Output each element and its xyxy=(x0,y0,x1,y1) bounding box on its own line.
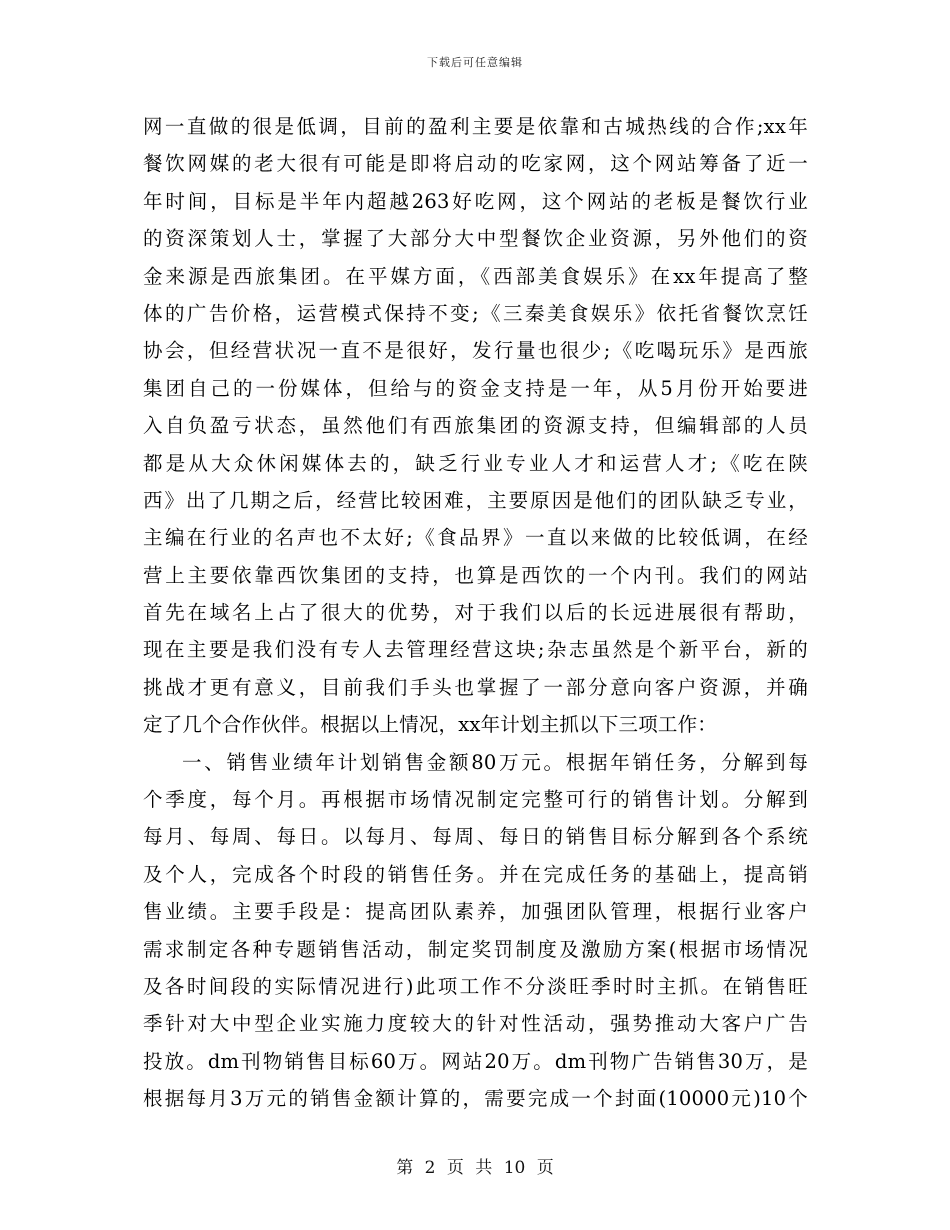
text-line: 现在主要是我们没有专人去管理经营这块;杂志虽然是个新平台，新的 xyxy=(143,638,808,662)
body-text xyxy=(143,108,808,1118)
text-line: 每月、每周、每日。以每月、每周、每日的销售目标分解到各个系统 xyxy=(143,825,808,849)
text-line: 及各时间段的实际情况进行)此项工作不分淡旺季时时主抓。在销售旺 xyxy=(143,974,808,998)
text-line: 餐饮网媒的老大很有可能是即将启动的吃家网，这个网站筹备了近一 xyxy=(143,152,808,176)
text-line: 年时间，目标是半年内超越263好吃网，这个网站的老板是餐饮行业 xyxy=(143,189,808,213)
text-line: 协会，但经营状况一直不是很好，发行量也很少;《吃喝玩乐》是西旅 xyxy=(143,339,808,363)
page-footer: 第 2 页 共 10 页 xyxy=(396,1158,554,1178)
text-line: 定了几个合作伙伴。根据以上情况，xx年计划主抓以下三项工作： xyxy=(143,713,717,737)
text-line: 售业绩。主要手段是：提高团队素养，加强团队管理，根据行业客户 xyxy=(143,900,808,924)
text-line: 投放。dm刊物销售目标60万。网站20万。dm刊物广告销售30万，是 xyxy=(143,1049,808,1073)
text-line: 都是从大众休闲媒体去的，缺乏行业专业人才和运营人才;《吃在陕 xyxy=(143,451,808,475)
text-line: 主编在行业的名声也不太好;《食品界》一直以来做的比较低调，在经 xyxy=(143,526,808,550)
text-line: 及个人，完成各个时段的销售任务。并在完成任务的基础上，提高销 xyxy=(143,862,808,886)
paragraph-first-line: 一、销售业绩年计划销售金额80万元。根据年销任务，分解到每 xyxy=(182,750,808,774)
text-line: 集团自己的一份媒体，但给与的资金支持是一年，从5月份开始要进 xyxy=(143,376,808,400)
text-line: 挑战才更有意义，目前我们手头也掌握了一部分意向客户资源，并确 xyxy=(143,675,808,699)
text-line: 季针对大中型企业实施力度较大的针对性活动，强势推动大客户广告 xyxy=(143,1012,808,1036)
text-line: 西》出了几期之后，经营比较困难，主要原因是他们的团队缺乏专业， xyxy=(143,488,808,512)
text-line: 根据每月3万元的销售金额计算的，需要完成一个封面(10000元)10个 xyxy=(143,1087,808,1111)
text-line: 的资深策划人士，掌握了大部分大中型餐饮企业资源，另外他们的资 xyxy=(143,227,808,251)
page-header: 下载后可任意编辑 xyxy=(427,56,523,69)
text-line: 网一直做的很是低调，目前的盈利主要是依靠和古城热线的合作;xx年 xyxy=(143,115,808,138)
text-line: 金来源是西旅集团。在平媒方面，《西部美食娱乐》在xx年提高了整 xyxy=(143,264,808,288)
text-line: 营上主要依靠西饮集团的支持，也算是西饮的一个内刊。我们的网站 xyxy=(143,563,808,587)
text-line: 体的广告价格，运营模式保持不变;《三秦美食娱乐》依托省餐饮烹饪 xyxy=(143,301,808,325)
text-line: 首先在域名上占了很大的优势，对于我们以后的长远进展很有帮助， xyxy=(143,601,808,625)
text-line: 个季度，每个月。再根据市场情况制定完整可行的销售计划。分解到 xyxy=(143,788,808,812)
text-line: 入自负盈亏状态，虽然他们有西旅集团的资源支持，但编辑部的人员 xyxy=(143,414,808,438)
text-line: 需求制定各种专题销售活动，制定奖罚制度及激励方案(根据市场情况 xyxy=(143,937,808,961)
